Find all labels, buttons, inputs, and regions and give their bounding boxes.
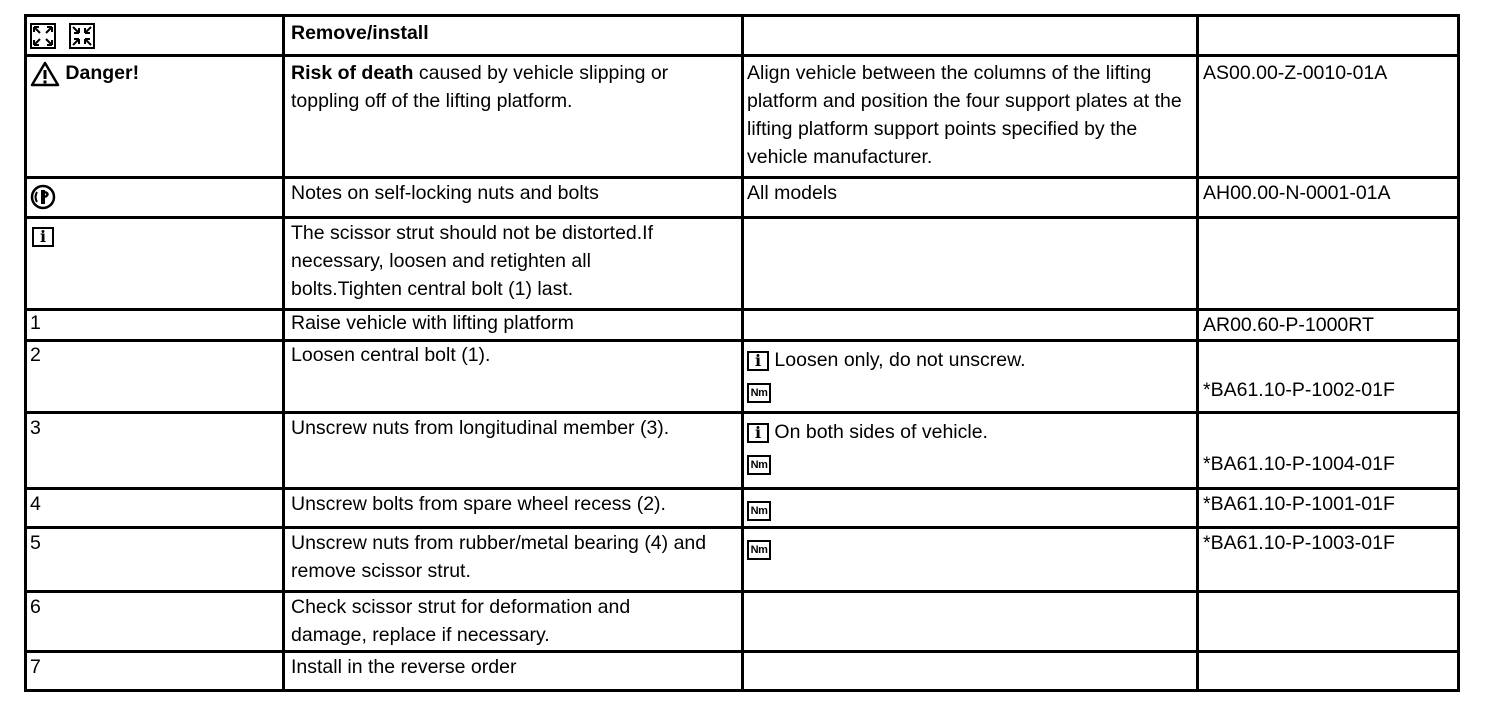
step-notes [744,414,1199,487]
step-notes [744,529,1199,590]
danger-instruction: Align vehicle between the columns of the lifting platform and position the four support plates at the lifting platform support points specified by the vehicle manufacturer. [744,57,1199,176]
step-reference: AR00.60-P-1000RT [1203,314,1374,336]
table-row [27,179,1457,219]
step-reference [1199,593,1457,650]
step-reference: *BA61.10-P-1004-01F [1203,453,1395,475]
step-description: Unscrew nuts from longitudinal member (3). [285,414,744,487]
torque-nm-icon: Nm [747,501,771,521]
note-line [747,346,1190,374]
table-row [27,57,1457,179]
danger-label: Danger! [65,62,140,84]
expand-arrows-icon [30,23,56,49]
info-icon: i [32,227,54,247]
table-row [27,311,1457,342]
info-col4 [1199,219,1457,308]
table-row [27,653,1457,689]
info-col3 [744,219,1199,308]
step-number: 6 [27,593,285,650]
info-note: The scissor strut should not be distorted.If necessary, loosen and retighten all bolts.Tighten central bolt (1) last. [285,219,744,308]
nut-bolt-note: Notes on self-locking nuts and bolts [285,179,744,216]
header-col3 [744,17,1199,54]
step-notes [744,593,1199,650]
table-row [27,490,1457,529]
torque-nm-icon: Nm [747,540,771,560]
nut-bolt-icon [30,184,56,210]
danger-text: caused by vehicle slipping or toppling off of the lifting platform. [291,62,669,112]
step-number: 7 [27,653,285,689]
header-title: Remove/install [285,17,744,54]
note-text: Loosen only, do not unscrew. [774,349,1026,371]
note-line [747,418,1190,446]
step-reference [1199,653,1457,689]
torque-nm-icon: Nm [747,383,771,403]
step-description: Install in the reverse order [285,653,744,689]
nut-bolt-reference: AH00.00-N-0001-01A [1203,182,1391,204]
table-row [27,219,1457,311]
step-description: Unscrew bolts from spare wheel recess (2). [285,490,744,526]
step-notes [744,653,1199,689]
danger-description [285,57,744,176]
step-description: Check scissor strut for deformation and damage, replace if necessary. [285,593,744,650]
nut-bolt-models: All models [744,179,1199,216]
step-number: 5 [27,529,285,590]
collapse-arrows-icon [69,23,95,49]
nut-bolt-cell [27,179,285,216]
step-notes [744,311,1199,339]
step-number: 3 [27,414,285,487]
step-description: Loosen central bolt (1). [285,342,744,411]
table-header-row [27,17,1457,57]
step-notes [744,490,1199,526]
step-reference: *BA61.10-P-1003-01F [1203,532,1395,554]
info-icon: i [747,423,769,443]
step-description: Raise vehicle with lifting platform [285,311,744,339]
warning-triangle-icon [30,61,60,87]
info-icon: i [747,351,769,371]
note-text: On both sides of vehicle. [774,421,988,443]
torque-nm-icon: Nm [747,455,771,475]
step-reference: *BA61.10-P-1001-01F [1203,493,1395,515]
table-row [27,529,1457,593]
danger-reference: AS00.00-Z-0010-01A [1203,62,1388,84]
step-number: 4 [27,490,285,526]
info-cell [27,219,285,308]
table-row [27,342,1457,414]
danger-cell [27,57,285,176]
step-reference: *BA61.10-P-1002-01F [1203,379,1395,401]
header-icons-cell [27,17,285,54]
torque-line [747,376,1190,404]
danger-bold-text: Risk of death [291,62,414,84]
step-number: 2 [27,342,285,411]
procedure-table [24,14,1460,692]
step-notes [744,342,1199,411]
step-number: 1 [27,311,285,339]
table-row [27,414,1457,490]
torque-line [747,448,1190,476]
table-row [27,593,1457,653]
header-col4 [1199,17,1457,54]
step-description: Unscrew nuts from rubber/metal bearing (4) and remove scissor strut. [285,529,744,590]
